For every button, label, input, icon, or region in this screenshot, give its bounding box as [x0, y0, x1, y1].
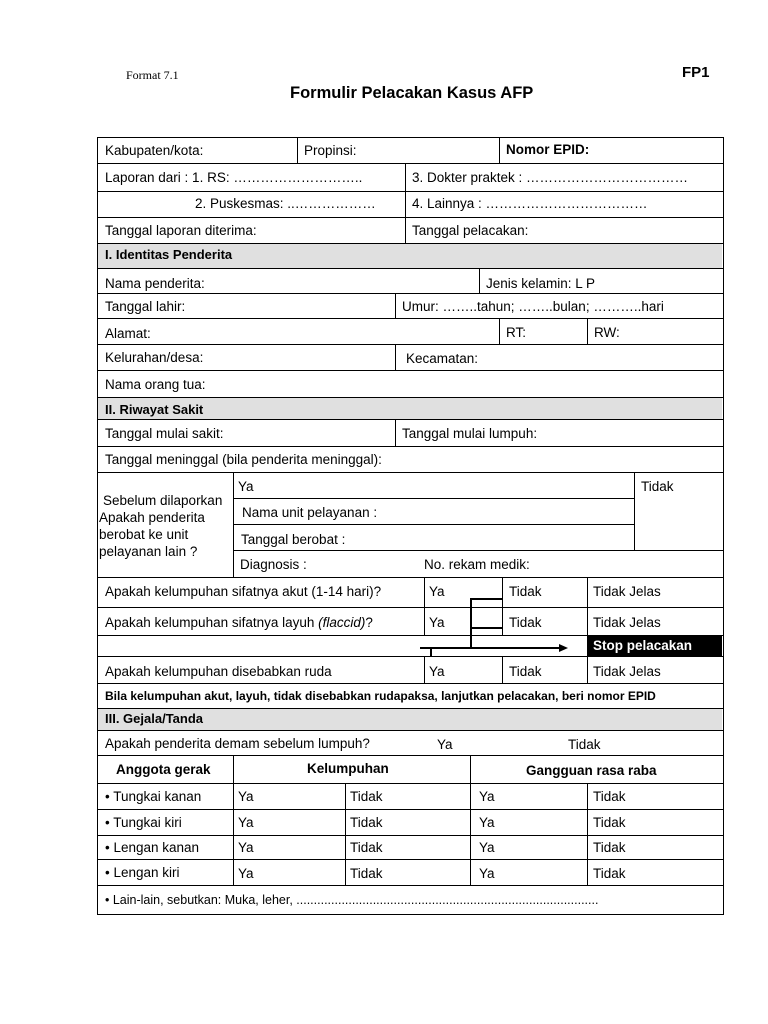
diagnosis-label: Diagnosis : — [240, 557, 307, 572]
akut-tidak-checkbox[interactable]: Tidak — [509, 584, 542, 599]
gangguan-ya-checkbox[interactable]: Ya — [479, 840, 495, 855]
tgl-laporan-label: Tanggal laporan diterima: — [105, 223, 257, 238]
akut-tidak-jelas-checkbox[interactable]: Tidak Jelas — [593, 584, 661, 599]
limb-label-tungkai-kanan: • Tungkai kanan — [105, 789, 202, 804]
kelumpuhan-ya-checkbox[interactable]: Ya — [238, 815, 254, 830]
tgl-mulai-sakit-label: Tanggal mulai sakit: — [105, 426, 224, 441]
kelumpuhan-tidak-checkbox[interactable]: Tidak — [350, 866, 383, 881]
ruda-ya-checkbox[interactable]: Ya — [429, 664, 445, 679]
gangguan-ya-checkbox[interactable]: Ya — [479, 815, 495, 830]
kelumpuhan-tidak-checkbox[interactable]: Tidak — [350, 789, 383, 804]
kelumpuhan-ya-checkbox[interactable]: Ya — [238, 866, 254, 881]
gangguan-ya-checkbox[interactable]: Ya — [479, 866, 495, 881]
gangguan-tidak-checkbox[interactable]: Tidak — [593, 789, 626, 804]
akut-ya-checkbox[interactable]: Ya — [429, 584, 445, 599]
col-anggota-gerak: Anggota gerak — [116, 762, 211, 777]
kelurahan-label: Kelurahan/desa: — [105, 350, 204, 365]
q-ruda: Apakah kelumpuhan disebabkan ruda — [105, 664, 332, 679]
q-layuh-flaccid: (flaccid) — [318, 615, 366, 630]
q-akut: Apakah kelumpuhan sifatnya akut (1-14 hari)? — [105, 584, 382, 599]
berobat-tidak-checkbox[interactable]: Tidak — [641, 479, 674, 494]
form-code: FP1 — [682, 64, 710, 81]
berobat-question-line4: pelayanan lain ? — [99, 544, 198, 559]
berobat-question-line3: berobat ke unit — [99, 527, 189, 542]
nama-orang-tua-label: Nama orang tua: — [105, 377, 206, 392]
tgl-mulai-lumpuh-label: Tanggal mulai lumpuh: — [402, 426, 538, 441]
q-layuh-text: Apakah kelumpuhan sifatnya layuh — [105, 615, 319, 630]
laporan-lainnya: 4. Lainnya : ……………………………… — [412, 196, 648, 211]
section2-title: II. Riwayat Sakit — [105, 402, 204, 417]
nomor-epid-label: Nomor EPID: — [506, 142, 590, 157]
gangguan-tidak-checkbox[interactable]: Tidak — [593, 815, 626, 830]
berobat-question-line1: Sebelum dilaporkan — [103, 493, 223, 508]
nama-penderita-label: Nama penderita: — [105, 276, 205, 291]
rw-label: RW: — [594, 325, 620, 340]
limb-label-tungkai-kiri: • Tungkai kiri — [105, 815, 182, 830]
demam-ya-checkbox[interactable]: Ya — [437, 737, 453, 752]
layuh-tidak-jelas-checkbox[interactable]: Tidak Jelas — [593, 615, 661, 630]
layuh-tidak-checkbox[interactable]: Tidak — [509, 615, 542, 630]
laporan-rs: Laporan dari : 1. RS: ……………………….. — [105, 170, 363, 185]
berobat-ya-checkbox[interactable]: Ya — [238, 479, 254, 494]
tgl-pelacakan-label: Tanggal pelacakan: — [412, 223, 529, 238]
alamat-label: Alamat: — [105, 326, 151, 341]
limb-label-lengan-kanan: • Lengan kanan — [105, 840, 200, 855]
limb-label-lengan-kiri: • Lengan kiri — [105, 865, 180, 880]
lain-lain-line: • Lain-lain, sebutkan: Muka, leher, ....................................................................................... — [105, 893, 599, 907]
umur-label: Umur: ……..tahun; ……..bulan; ………..hari — [402, 299, 664, 314]
tgl-lahir-label: Tanggal lahir: — [105, 299, 186, 314]
tgl-meninggal-label: Tanggal meninggal (bila penderita meninggal): — [105, 452, 382, 467]
jenis-kelamin-label: Jenis kelamin: L P — [486, 276, 596, 291]
berobat-question-line2: Apakah penderita — [99, 510, 205, 525]
kecamatan-label: Kecamatan: — [406, 351, 479, 366]
propinsi-label: Propinsi: — [304, 143, 357, 158]
gangguan-tidak-checkbox[interactable]: Tidak — [593, 840, 626, 855]
rt-label: RT: — [506, 325, 527, 340]
epid-note: Bila kelumpuhan akut, layuh, tidak disebabkan rudapaksa, lanjutkan pelacakan, beri nomor EPID — [105, 689, 656, 703]
section1-title: I. Identitas Penderita — [105, 247, 233, 262]
page-title: Formulir Pelacakan Kasus AFP — [290, 84, 534, 102]
q-layuh-mark: ? — [365, 615, 373, 630]
col-kelumpuhan: Kelumpuhan — [307, 761, 389, 776]
format-label: Format 7.1 — [126, 68, 179, 82]
section3-title: III. Gejala/Tanda — [105, 711, 204, 726]
tgl-berobat-label: Tanggal berobat : — [241, 532, 346, 547]
col-gangguan-rasa-raba: Gangguan rasa raba — [526, 763, 657, 778]
rekam-medik-label: No. rekam medik: — [424, 557, 530, 572]
gangguan-tidak-checkbox[interactable]: Tidak — [593, 866, 626, 881]
layuh-ya-checkbox[interactable]: Ya — [429, 615, 445, 630]
kabupaten-label: Kabupaten/kota: — [105, 143, 204, 158]
kelumpuhan-ya-checkbox[interactable]: Ya — [238, 840, 254, 855]
unit-pelayanan-label: Nama unit pelayanan : — [242, 505, 378, 520]
gangguan-ya-checkbox[interactable]: Ya — [479, 789, 495, 804]
q-layuh — [105, 615, 373, 631]
laporan-puskesmas: 2. Puskesmas: ..……………… — [195, 196, 376, 211]
stop-pelacakan-label: Stop pelacakan — [593, 638, 693, 653]
kelumpuhan-tidak-checkbox[interactable]: Tidak — [350, 840, 383, 855]
demam-tidak-checkbox[interactable]: Tidak — [568, 737, 601, 752]
ruda-tidak-checkbox[interactable]: Tidak — [509, 664, 542, 679]
ruda-tidak-jelas-checkbox[interactable]: Tidak Jelas — [593, 664, 661, 679]
laporan-dokter: 3. Dokter praktek : ……………………………… — [412, 170, 689, 185]
q-demam: Apakah penderita demam sebelum lumpuh? — [105, 736, 370, 751]
kelumpuhan-ya-checkbox[interactable]: Ya — [238, 789, 254, 804]
kelumpuhan-tidak-checkbox[interactable]: Tidak — [350, 815, 383, 830]
